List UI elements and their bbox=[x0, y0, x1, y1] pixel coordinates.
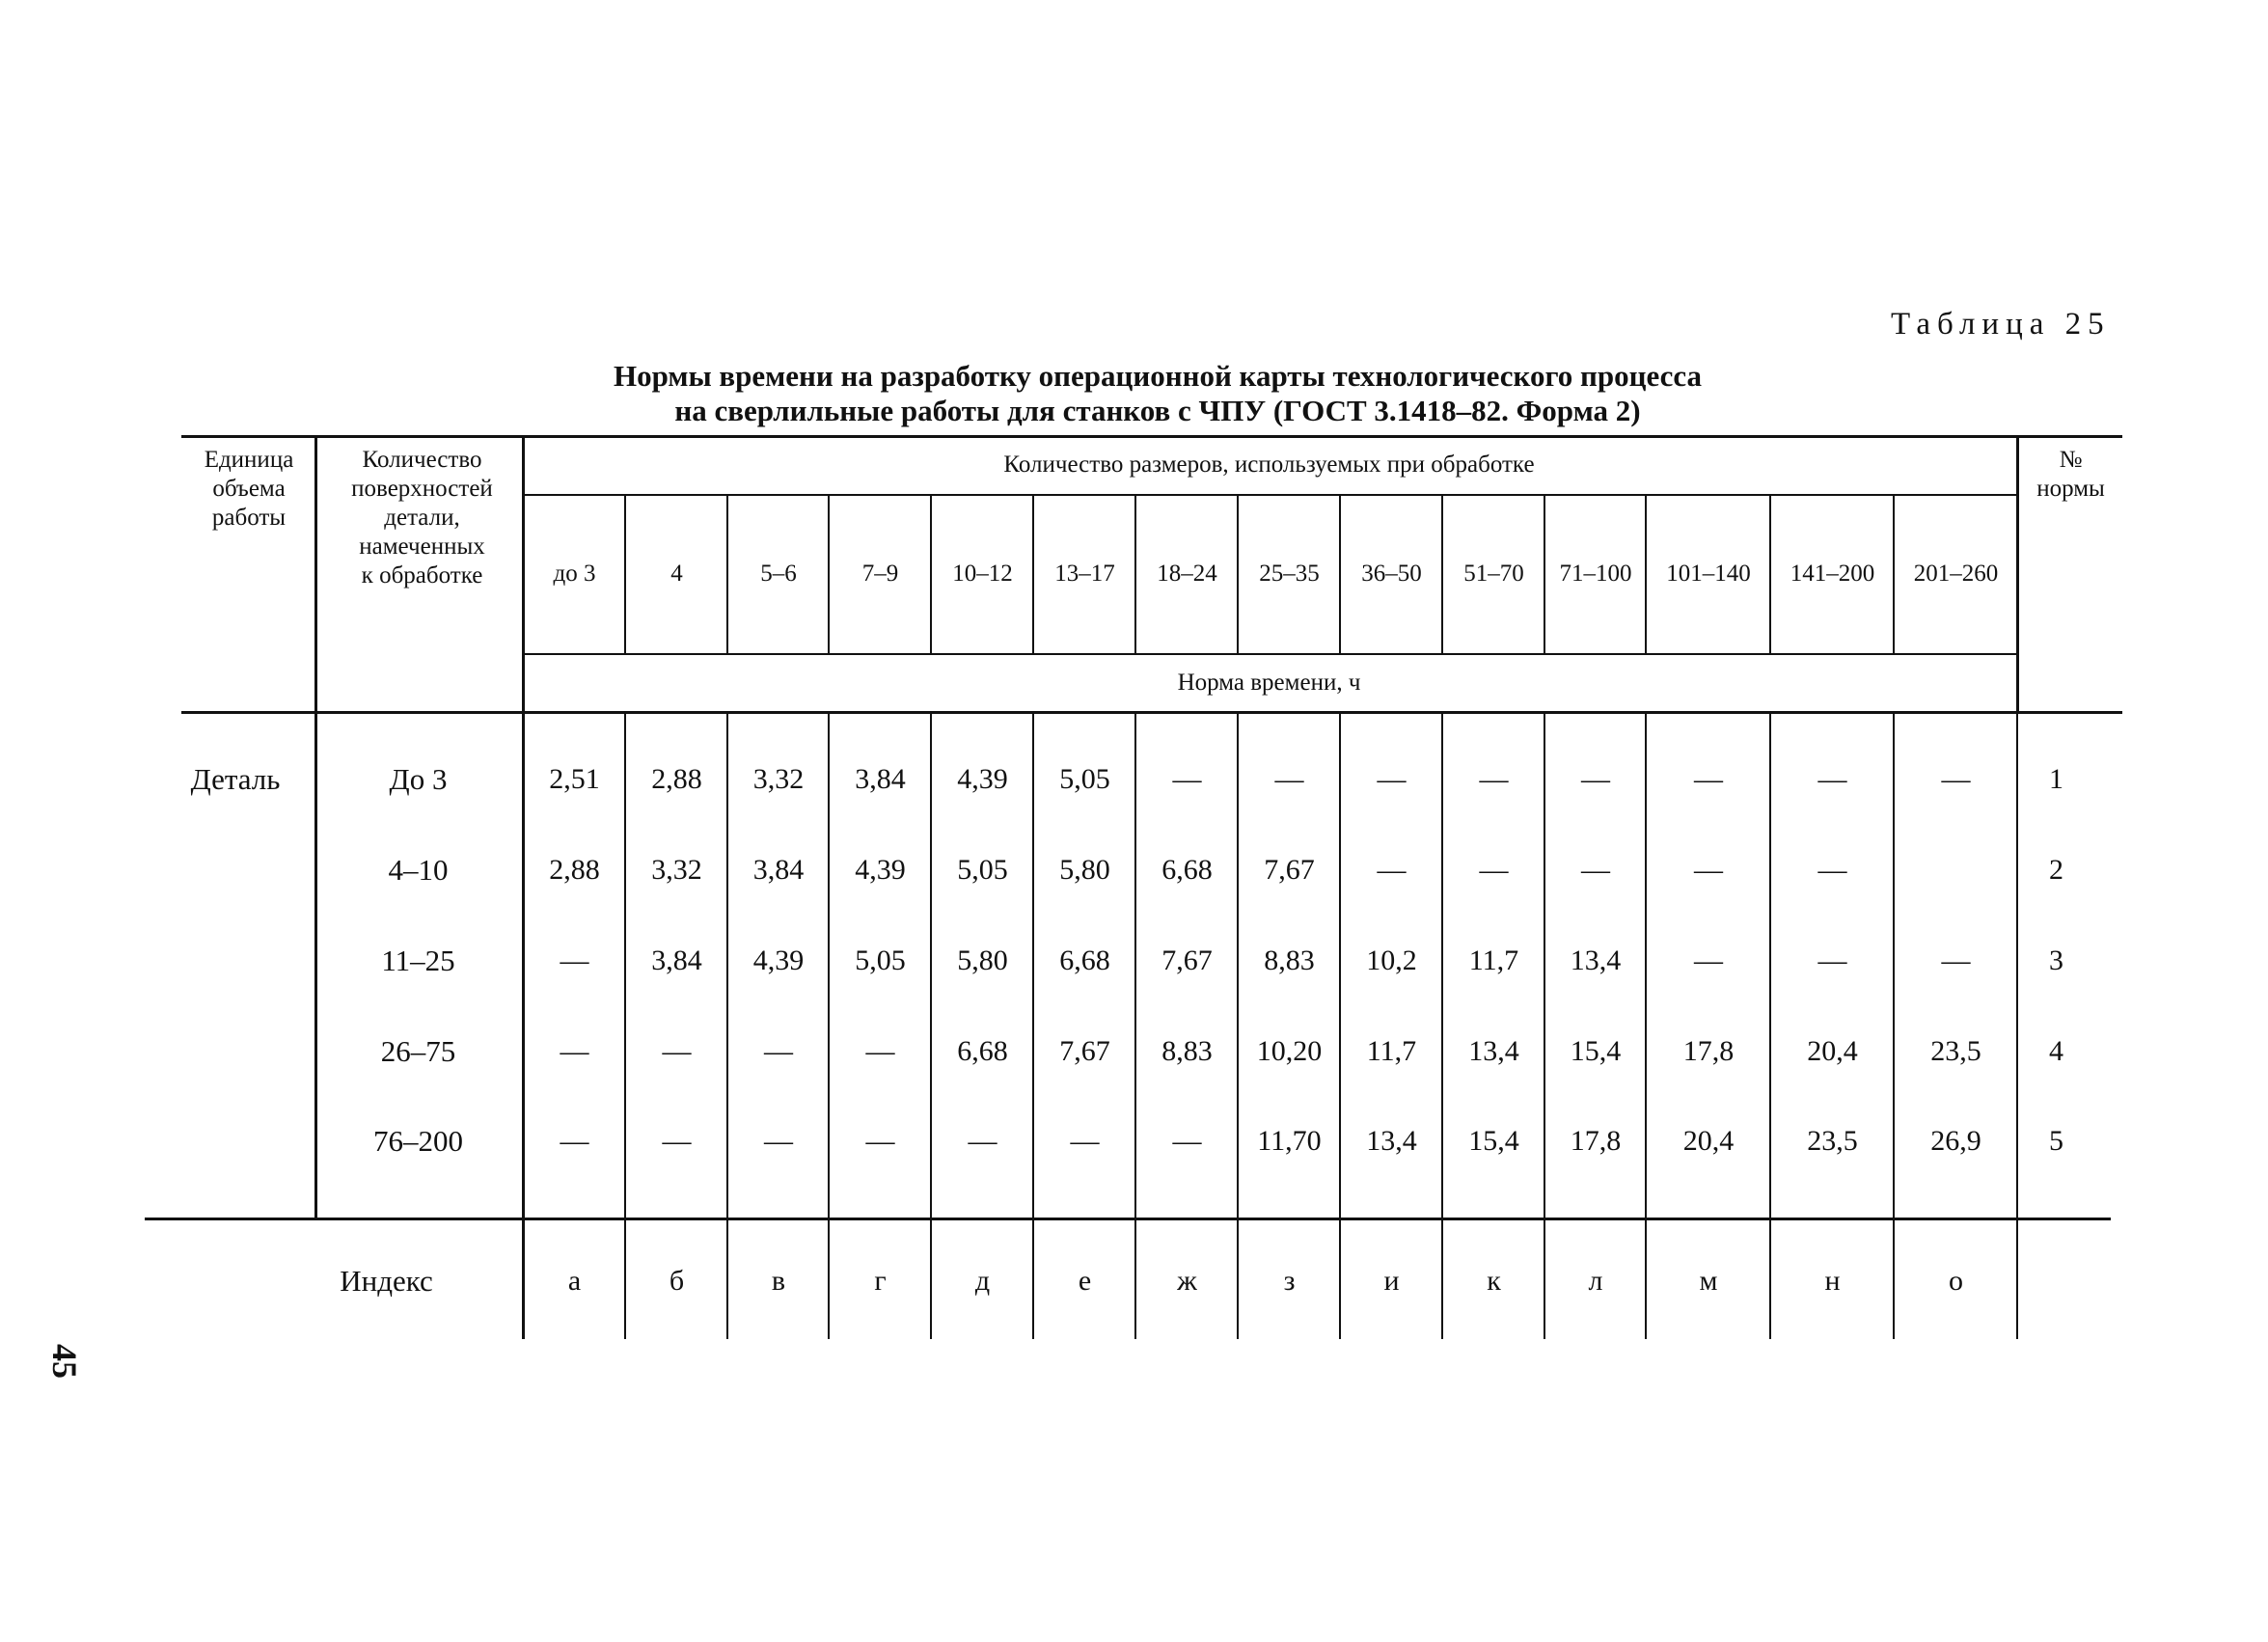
index-letter: ж bbox=[1177, 1265, 1197, 1297]
index-letter: з bbox=[1283, 1265, 1296, 1297]
table-cell: 20,4 bbox=[1807, 1035, 1858, 1067]
table-cell: 8,83 bbox=[1264, 944, 1315, 976]
table-column-rule bbox=[930, 712, 932, 1339]
table-column-rule bbox=[1441, 494, 1443, 653]
page-number: 45 bbox=[45, 1344, 84, 1379]
header-size-range: 201–260 bbox=[1913, 560, 1999, 587]
table-column-rule bbox=[1237, 494, 1239, 653]
header-time-norm: Норма времени, ч bbox=[1177, 669, 1361, 696]
table-cell: — bbox=[1694, 944, 1723, 976]
table-cell: — bbox=[1941, 763, 1971, 795]
row-norm-number: 5 bbox=[2049, 1125, 2063, 1157]
header-unit-line: Единица bbox=[204, 447, 294, 473]
header-sizes-group: Количество размеров, используемых при обработке bbox=[1003, 452, 1535, 478]
header-unit-line: объема bbox=[212, 476, 286, 502]
table-column-rule bbox=[1134, 712, 1136, 1339]
table-cell: 11,7 bbox=[1468, 944, 1519, 976]
table-cell: 7,67 bbox=[1264, 854, 1315, 886]
table-column-rule bbox=[828, 494, 830, 653]
table-cell: — bbox=[1377, 763, 1407, 795]
table-cell: 11,7 bbox=[1366, 1035, 1417, 1067]
table-cell: — bbox=[865, 1035, 895, 1067]
row-surfaces: До 3 bbox=[389, 762, 448, 796]
table-column-rule bbox=[624, 494, 626, 653]
table-column-rule bbox=[1769, 712, 1771, 1339]
table-column-rule bbox=[314, 436, 317, 1220]
table-column-rule bbox=[1544, 712, 1545, 1339]
index-letter: о bbox=[1949, 1265, 1963, 1297]
row-norm-number: 3 bbox=[2049, 944, 2063, 976]
table-cell: 5,05 bbox=[957, 854, 1008, 886]
table-cell: 6,68 bbox=[1161, 854, 1213, 886]
table-cell: 3,84 bbox=[855, 763, 906, 795]
index-letter: а bbox=[567, 1265, 582, 1297]
table-cell: 7,67 bbox=[1161, 944, 1213, 976]
table-cell: — bbox=[662, 1035, 692, 1067]
table-cell: 23,5 bbox=[1930, 1035, 1981, 1067]
table-cell: 3,84 bbox=[651, 944, 702, 976]
table-cell: 5,05 bbox=[855, 944, 906, 976]
table-cell: 17,8 bbox=[1570, 1125, 1622, 1157]
header-surfaces-line: поверхностей bbox=[351, 476, 493, 502]
table-column-rule bbox=[1769, 494, 1771, 653]
table-column-rule bbox=[930, 494, 932, 653]
table-column-rule bbox=[624, 712, 626, 1339]
row-surfaces: 26–75 bbox=[380, 1034, 456, 1068]
table-cell: 7,67 bbox=[1059, 1035, 1110, 1067]
table-cell: 4,39 bbox=[957, 763, 1008, 795]
table-cell: — bbox=[1941, 944, 1971, 976]
table-cell: — bbox=[1070, 1125, 1100, 1157]
table-cell: — bbox=[1817, 854, 1847, 886]
header-size-range: 101–140 bbox=[1666, 560, 1751, 587]
table-cell: — bbox=[1172, 763, 1202, 795]
table-cell: — bbox=[1817, 763, 1847, 795]
table-cell: — bbox=[1694, 854, 1723, 886]
header-size-range: 25–35 bbox=[1259, 560, 1320, 587]
table-cell: — bbox=[560, 944, 589, 976]
index-label: Индекс bbox=[340, 1264, 433, 1298]
row-surfaces: 4–10 bbox=[388, 853, 449, 887]
index-letter: н bbox=[1824, 1265, 1841, 1297]
table-cell: 15,4 bbox=[1468, 1125, 1519, 1157]
table-cell: — bbox=[1817, 944, 1847, 976]
header-surfaces-line: к обработке bbox=[361, 562, 483, 588]
table-cell: — bbox=[865, 1125, 895, 1157]
table-column-rule bbox=[1893, 712, 1895, 1339]
table-column-rule bbox=[1544, 494, 1545, 653]
table-rule bbox=[145, 1218, 2111, 1220]
table-column-rule bbox=[726, 494, 728, 653]
row-norm-number: 2 bbox=[2049, 854, 2063, 886]
row-norm-number: 1 bbox=[2049, 763, 2063, 795]
row-surfaces: 76–200 bbox=[373, 1124, 463, 1158]
index-letter: б bbox=[669, 1265, 685, 1297]
index-letter: м bbox=[1699, 1265, 1718, 1297]
table-cell: 10,2 bbox=[1366, 944, 1417, 976]
table-cell: 6,68 bbox=[957, 1035, 1008, 1067]
header-unit-line: работы bbox=[211, 505, 287, 531]
table-cell: 23,5 bbox=[1807, 1125, 1858, 1157]
table-cell: — bbox=[1694, 763, 1723, 795]
table-cell: — bbox=[1581, 854, 1610, 886]
header-size-range: 36–50 bbox=[1361, 560, 1422, 587]
table-column-rule bbox=[1134, 494, 1136, 653]
table-cell: — bbox=[1479, 763, 1509, 795]
header-size-range: 5–6 bbox=[760, 560, 797, 587]
index-letter: в bbox=[771, 1265, 786, 1297]
table-title-line-2: на сверлильные работы для станков с ЧПУ (ГОСТ 3.1418–82. Форма 2) bbox=[674, 394, 1641, 427]
table-column-rule bbox=[1645, 712, 1647, 1339]
table-cell: — bbox=[560, 1035, 589, 1067]
header-size-range: 18–24 bbox=[1157, 560, 1217, 587]
table-column-rule bbox=[1893, 494, 1895, 653]
table-column-rule bbox=[1645, 494, 1647, 653]
table-cell: — bbox=[662, 1125, 692, 1157]
table-column-rule bbox=[1032, 712, 1034, 1339]
table-cell: 2,88 bbox=[651, 763, 702, 795]
row-norm-number: 4 bbox=[2049, 1035, 2063, 1067]
table-cell: 3,84 bbox=[752, 854, 805, 886]
table-cell: 26,9 bbox=[1930, 1125, 1981, 1157]
header-norm-number-line: № bbox=[2059, 447, 2083, 473]
body-unit-label: Деталь bbox=[190, 762, 281, 796]
index-letter: и bbox=[1383, 1265, 1400, 1297]
table-cell: 5,80 bbox=[1059, 854, 1110, 886]
table-cell: — bbox=[764, 1035, 793, 1067]
table-cell: 4,39 bbox=[855, 854, 906, 886]
table-label: Таблица 25 bbox=[1891, 307, 2111, 342]
index-letter: д bbox=[974, 1265, 991, 1297]
header-size-range: 71–100 bbox=[1559, 560, 1632, 587]
table-cell: 5,80 bbox=[957, 944, 1008, 976]
header-size-range: 4 bbox=[670, 560, 683, 587]
index-letter: л bbox=[1588, 1265, 1603, 1297]
header-size-range: 141–200 bbox=[1790, 560, 1875, 587]
row-surfaces: 11–25 bbox=[381, 944, 455, 977]
header-size-range: 7–9 bbox=[861, 560, 899, 587]
table-cell: — bbox=[1172, 1125, 1202, 1157]
table-cell: 3,32 bbox=[752, 763, 805, 795]
index-letter: к bbox=[1487, 1265, 1501, 1297]
table-column-rule bbox=[726, 712, 728, 1339]
table-cell: — bbox=[1479, 854, 1509, 886]
table-column-rule bbox=[1339, 712, 1341, 1339]
table-cell: 2,51 bbox=[549, 763, 600, 795]
table-cell: 8,83 bbox=[1161, 1035, 1213, 1067]
table-cell: 3,32 bbox=[651, 854, 702, 886]
table-cell: — bbox=[1377, 854, 1407, 886]
header-surfaces-line: Количество bbox=[362, 447, 482, 473]
table-cell: 13,4 bbox=[1570, 944, 1622, 976]
table-column-rule bbox=[1441, 712, 1443, 1339]
header-size-range: 13–17 bbox=[1054, 560, 1115, 587]
table-cell: 15,4 bbox=[1570, 1035, 1622, 1067]
table-column-rule bbox=[1237, 712, 1239, 1339]
header-size-range: до 3 bbox=[553, 560, 596, 587]
table-cell: 13,4 bbox=[1468, 1035, 1519, 1067]
table-column-rule bbox=[828, 712, 830, 1339]
table-cell: 2,88 bbox=[549, 854, 600, 886]
table-cell: — bbox=[560, 1125, 589, 1157]
table-cell bbox=[1896, 841, 2016, 899]
table-cell: 11,70 bbox=[1257, 1125, 1322, 1157]
table-cell: 5,05 bbox=[1059, 763, 1110, 795]
header-unit bbox=[183, 446, 314, 550]
table-cell: — bbox=[1274, 763, 1304, 795]
table-cell: 13,4 bbox=[1366, 1125, 1417, 1157]
table-cell: 17,8 bbox=[1682, 1035, 1735, 1067]
table-cell: — bbox=[968, 1125, 997, 1157]
table-column-rule bbox=[2016, 712, 2018, 1339]
table-column-rule bbox=[1032, 494, 1034, 653]
header-norm-number-line: нормы bbox=[2036, 476, 2105, 502]
header-size-range: 51–70 bbox=[1463, 560, 1524, 587]
table-cell: — bbox=[1581, 763, 1610, 795]
table-cell: 20,4 bbox=[1682, 1125, 1735, 1157]
table-cell: 6,68 bbox=[1059, 944, 1110, 976]
header-size-range: 10–12 bbox=[952, 560, 1013, 587]
index-letter: г bbox=[874, 1265, 887, 1297]
table-title-line-1: Нормы времени на разработку операционной карты технологического процесса bbox=[613, 359, 1703, 393]
table-cell: — bbox=[764, 1125, 793, 1157]
header-norm-number bbox=[2019, 446, 2122, 526]
header-surfaces bbox=[320, 446, 524, 617]
table-cell: 4,39 bbox=[752, 944, 805, 976]
index-letter: е bbox=[1078, 1265, 1092, 1297]
table-cell: 10,20 bbox=[1256, 1035, 1323, 1067]
table-column-rule bbox=[1339, 494, 1341, 653]
header-surfaces-line: детали, bbox=[384, 505, 460, 531]
header-surfaces-line: намеченных bbox=[359, 534, 485, 560]
